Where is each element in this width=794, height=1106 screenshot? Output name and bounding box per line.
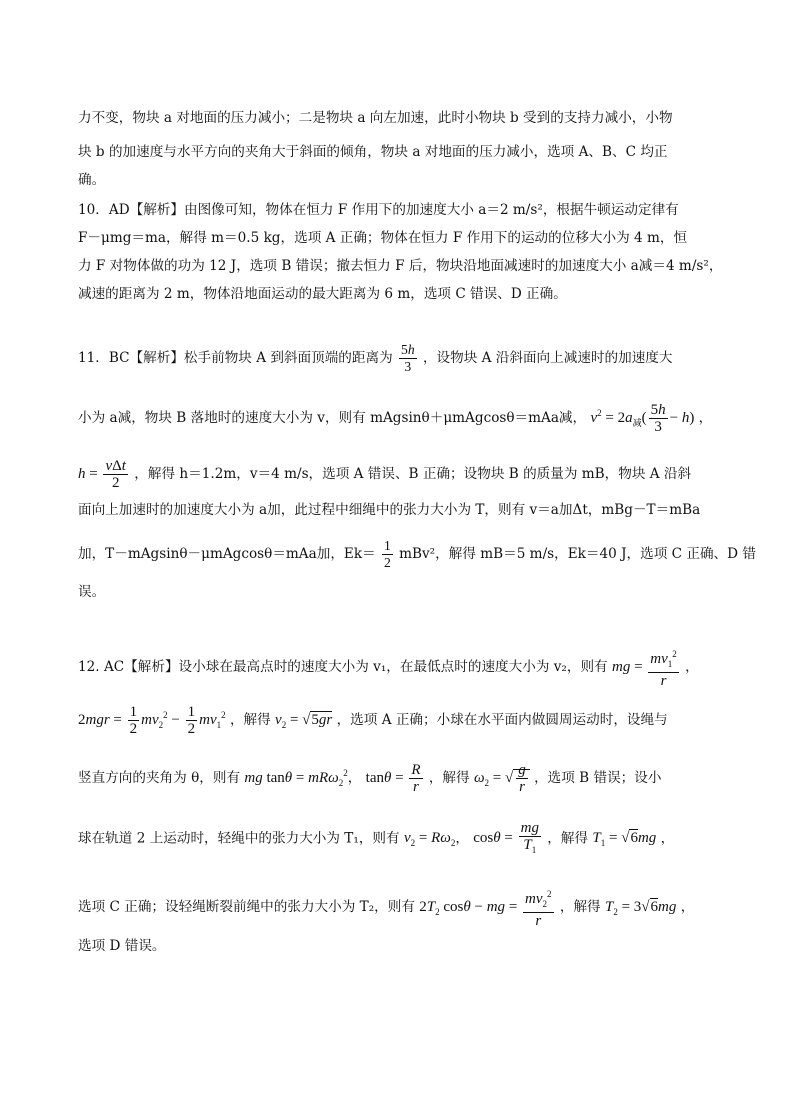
cos-equation: cosθ = $\frac{mg}{T_1}$ [473, 820, 539, 855]
q11-line-3a: ，解得 h＝1.2m，v＝4 m/s，选项 A 错误、B 正确；设物块 B 的质量为 mB，物块 A 沿斜 [134, 465, 692, 482]
q12-line-4a: 球在轨道 2 上运动时，轻绳中的张力大小为 T₁，则有 [78, 830, 400, 847]
q12-line-1 [78, 646, 699, 689]
tan-equation: tanθ = $\frac{R}{r}$ [365, 762, 421, 795]
q10-line-4: 减速的距离为 2 m，物体沿地面运动的最大距离为 6 m，选项 C 错误、D 正确。 [78, 286, 567, 302]
q12-line-3b: ，解得 [428, 769, 470, 786]
t1-result: $T_1 = √6mg$ [592, 830, 657, 849]
q11-line-5 [78, 538, 756, 571]
para-top-line-2: 块 b 的加速度与水平方向的夹角大于斜面的倾角，物块 a 对地面的压力减小，选项 A、B、C 均正 [78, 144, 668, 160]
fraction-5h-over-3: $\frac{5h}{3}$ [401, 342, 415, 374]
energy-equation: 2mgr = $\frac{1}{2}$ $mv_2^2$ − $\frac{1}{2}$ $mv_1^2$ [78, 704, 226, 737]
q11-line-5a: 加，T－mAgsinθ－μmAgcosθ＝mAa加，Ek＝ [78, 546, 376, 562]
q11-line-3 [78, 458, 691, 491]
para-top-line-1: 力不变，物块 a 对地面的压力减小；二是物块 a 向左加速，此时小物块 b 受到的支持力减小，小物 [78, 110, 673, 126]
q11-line-1b: ，设物块 A 沿斜面向上减速时的加速度大 [422, 350, 673, 366]
q11-line-4: 面向上加速时的加速度大小为 a加，此过程中细绳中的张力大小为 T，则有 v＝a加Δt，mBg－T＝mBa [78, 502, 701, 518]
velocity-equation: $v^2 = 2a_减$( $\frac{5h}{3}$ − h) [590, 402, 695, 435]
q12-line-4: 球在轨道 2 上运动时，轻绳中的张力大小为 T₁，则有 $v_2 = R\omega_2$， cosθ = $\frac{mg}{T_1}$ ，解得 $T_1 = √6mg$ ， [78, 820, 675, 855]
q12-line-6: 选项 D 错误。 [78, 938, 166, 954]
centripetal-equation: mg tanθ = mRω$_2^2$ [244, 767, 348, 788]
fraction-one-half: $\frac{1}{2}$ [384, 538, 391, 570]
q12-line-1b: ， [685, 658, 699, 675]
q12-line-3c: ，选项 B 错误；设小 [534, 769, 662, 786]
q12-line-4b: ，解得 [547, 830, 589, 847]
q11-line-1a: 11．BC【解析】松手前物块 A 到斜面顶端的距离为 [78, 350, 393, 366]
para-top-line-3: 确。 [78, 172, 106, 188]
q12-line-5b: ，解得 [559, 898, 601, 915]
q10-line-1: 10．AD【解析】由图像可知，物体在恒力 F 作用下的加速度大小 a＝2 m/s²，根据牛顿运动定律有 [78, 202, 679, 218]
v2-omega-equation: $v_2 = R\omega_2$ [403, 830, 456, 849]
q10-line-3: 力 F 对物体做的功为 12 J，选项 B 错误；撤去恒力 F 后，物块沿地面减速时的加速度大小 a减＝4 m/s²， [78, 258, 723, 274]
q12-line-2 [78, 704, 668, 737]
q12-line-2b: ，选项 A 正确；小球在水平面内做圆周运动时，设绳与 [336, 711, 668, 728]
q11-line-1 [78, 342, 673, 375]
q12-line-1a: 12. AC【解析】设小球在最高点时的速度大小为 v₁，在最低点时的速度大小为 v₂，则有 [78, 658, 608, 675]
q12-line-2a: ，解得 [229, 711, 271, 728]
q12-line-3a: 竖直方向的夹角为 θ，则有 [78, 769, 241, 786]
q10-line-2: F－μmg＝ma，解得 m＝0.5 kg，选项 A 正确；物体在恒力 F 作用下的运动的位移大小为 4 m，恒 [78, 230, 688, 246]
omega2-result: $\omega_2$ = √ $\frac{g}{r}$ [474, 770, 530, 786]
t2-result: $T_2 = 3√6mg$ [604, 898, 677, 917]
q11-line-2a: 小为 a减，物块 B 落地时的速度大小为 v，则有 mAgsinθ＋μmAgcosθ＝mAa减， [78, 409, 587, 426]
top-point-equation: mg = $\frac{mv_1^2}{r}$ [612, 659, 681, 675]
q12-line-4c: ， [660, 830, 675, 847]
v2-result: $v_2 = √5gr$ [275, 711, 333, 730]
q11-line-6: 误。 [78, 584, 106, 600]
q12-line-5 [78, 886, 694, 929]
tension-equation: $2T_2$ cosθ − mg = $\frac{mv_2^2}{r}$ [419, 899, 555, 915]
q11-line-2 [78, 402, 712, 435]
q12-line-5a: 选项 C 正确；设轻绳断裂前绳中的张力大小为 T₂，则有 [78, 898, 415, 915]
q11-line-5b: mBv²，解得 mB＝5 m/s，Ek＝40 J，选项 C 正确、D 错 [399, 546, 756, 562]
q12-line-3: 竖直方向的夹角为 θ，则有 mg tanθ = mRω$_2^2$， tanθ = $\frac{R}{r}$ ，解得 $\omega_2$ = √ $\frac{g}{r}$ ，选项 B 错误；设小 [78, 762, 662, 795]
q11-line-2b: ， [698, 409, 713, 426]
height-equation: h = $\frac{\text{vΔt}}{2}$ [78, 458, 126, 491]
q12-line-5c: ， [680, 898, 695, 915]
